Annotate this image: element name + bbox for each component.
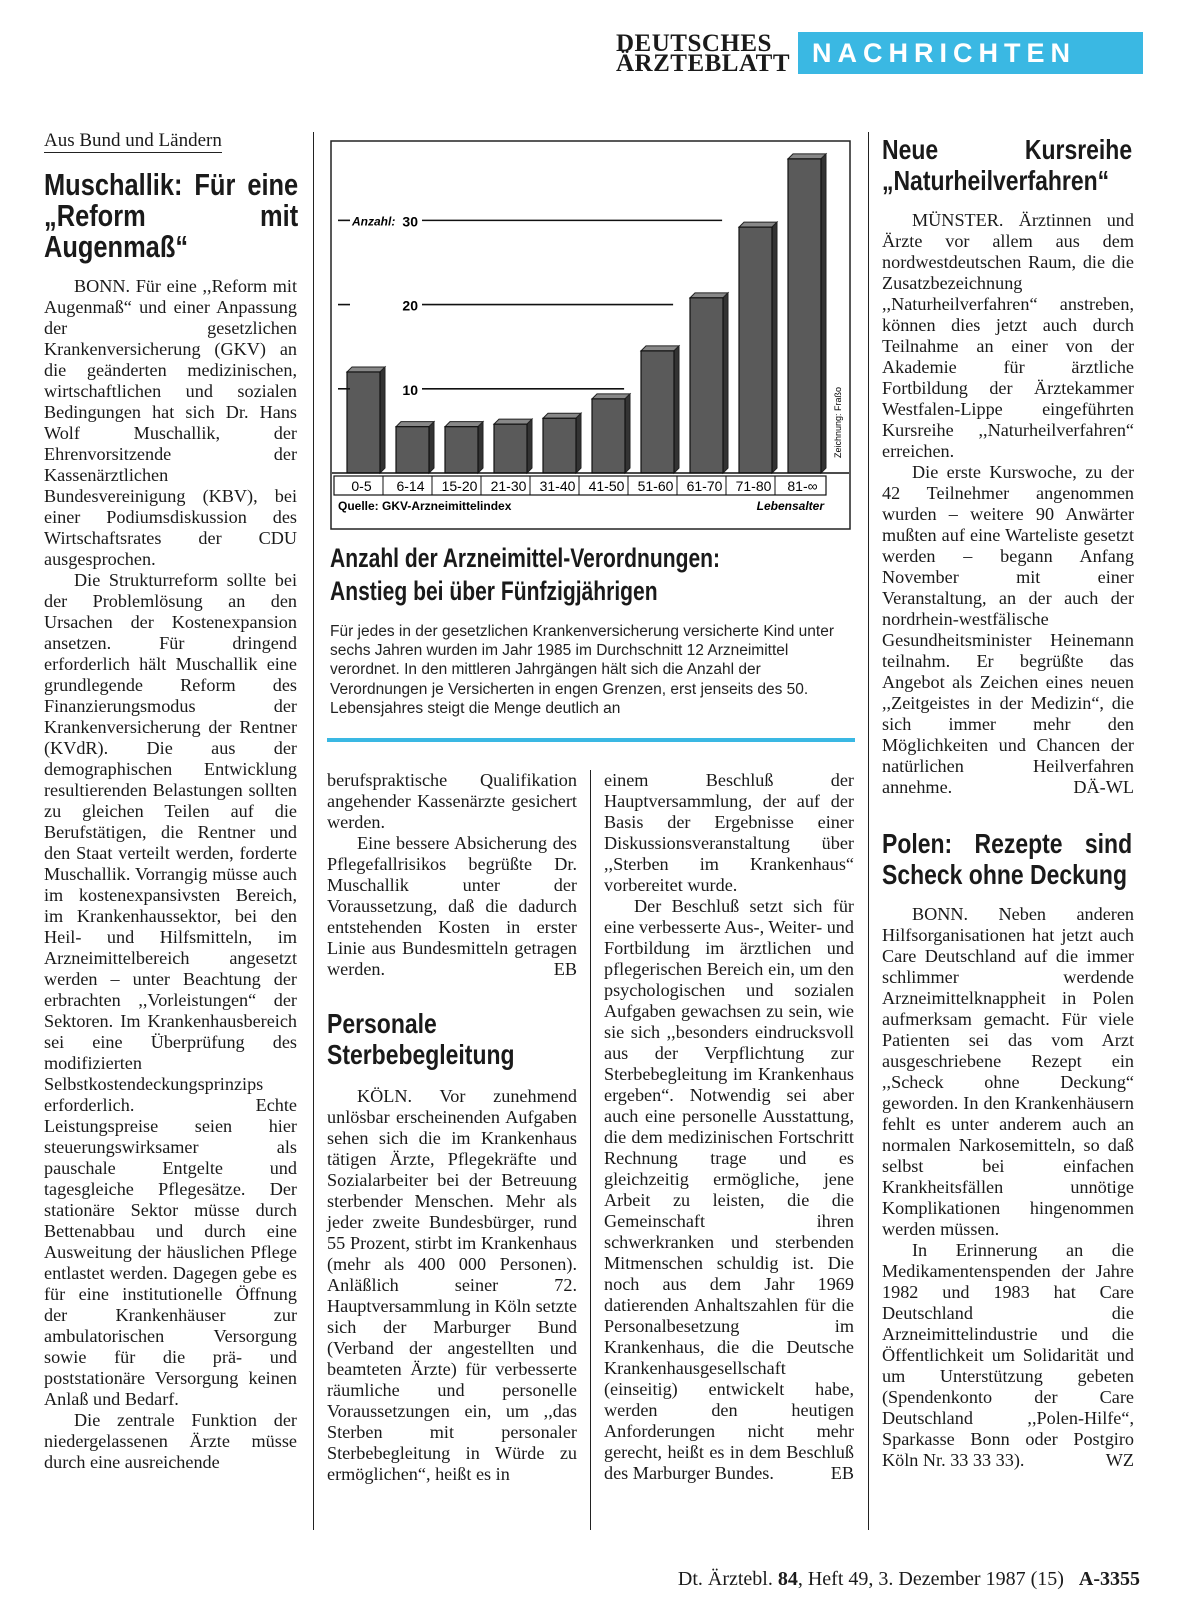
y-tick-label: 20 xyxy=(402,297,418,314)
paragraph xyxy=(882,462,1134,798)
bar xyxy=(396,427,429,473)
masthead-logo xyxy=(616,30,791,77)
bar-side xyxy=(723,293,728,473)
x-axis-label: Lebensalter xyxy=(756,499,824,513)
paragraph xyxy=(882,1240,1134,1471)
bar-side xyxy=(576,413,581,473)
bar-top xyxy=(592,394,630,399)
paragraph: berufspraktische Qualifikation angehender Kassenärzte gesichert werden. xyxy=(327,770,577,832)
x-tick-label: 0-5 xyxy=(351,478,372,494)
author-sign: WZ xyxy=(1105,1450,1134,1470)
x-tick-label: 51-60 xyxy=(637,478,674,494)
bar-side xyxy=(772,222,777,473)
paragraph: Die zentrale Funktion der niedergelassenen Ärzte müsse durch eine ausreichende xyxy=(44,1410,297,1472)
page-footer xyxy=(600,1568,1140,1591)
paragraph: einem Beschluß der Hauptversammlung, der auf der Basis der Ergebnisse einer Diskussionsveranstaltung über ,,Sterben im Krankenhaus“ vorbereitet wurde. xyxy=(604,770,854,895)
bar-top xyxy=(445,422,483,427)
paragraph xyxy=(327,833,577,980)
paragraph-text: Eine bessere Absicherung des Pflegefallrisikos begrüßte Dr. Muschallik unter der Voraussetzung, daß die dadurch entstehenden Kosten in erster Linie aus Bundesmitteln getragen werden. xyxy=(327,833,577,979)
bar-top xyxy=(347,367,385,372)
citation-volume: 84 xyxy=(777,1568,798,1590)
article-naturheilverfahren xyxy=(882,134,1134,1471)
caption-underline xyxy=(327,738,855,742)
chart-caption xyxy=(330,542,855,718)
masthead-line2: ÄRZTEBLATT xyxy=(616,50,791,77)
y-axis-label: Anzahl: xyxy=(352,214,396,229)
bar-side xyxy=(821,154,826,473)
bar-side xyxy=(478,422,483,473)
bar-side xyxy=(429,422,434,473)
caption-text: Für jedes in der gesetzlichen Krankenversicherung versicherte Kind unter sechs Jahren wurden im Jahr 1985 im Durchschnitt 12 Arzneimittel verordnet. In den mittleren Jahrgängen hält sich die Anzahl der Verordnungen je Versicherten in engen Grenzen, erst jenseits des 50. Lebensjahres steigt die Menge deutlich an xyxy=(330,623,835,717)
column-rule xyxy=(590,770,591,1530)
paragraph: MÜNSTER. Ärztinnen und Ärzte vor allem aus dem nordwestdeutschen Raum, die die Zusatzbezeichnung ,,Naturheilverfahren“ anstreben, können dies jetzt auch durch Teilnahme an einer von der Akademie für ärztliche Fortbildung der Ärztekammer Westfalen-Lippe eingeführten Kursreihe ,,Naturheilverfahren“ erreichen. xyxy=(882,210,1134,461)
bar-side xyxy=(527,419,532,473)
x-tick-label: 81-∞ xyxy=(787,478,818,494)
article-sterbebegleitung-cont xyxy=(604,770,854,1484)
y-tick-label: 30 xyxy=(402,213,418,230)
x-tick-label: 41-50 xyxy=(588,478,625,494)
caption-title-line2: Anstieg bei über Fünfzigjährigen xyxy=(330,576,658,606)
headline-sterbebegleitung xyxy=(327,1008,573,1070)
headline-naturheilverfahren xyxy=(882,134,1132,196)
x-tick-label: 61-70 xyxy=(686,478,723,494)
paragraph: KÖLN. Vor zunehmend unlösbar erscheinenden Aufgaben sehen sich die im Krankenhaus tätigen Ärzte, Pflegekräfte und Sozialarbeiter bei der Betreuung sterbender Menschen. Mehr als jeder zweite Bundesbürger, rund 55 Prozent, stirbt im Krankenhaus (mehr als 400 000 Personen). Anläßlich seiner 72. Hauptversammlung in Köln setzte sich der Marburger Bund (Verband der angestellten und beamteten Ärzte) für verbesserte räumliche und personelle Voraussetzungen ein, um ,,das Sterben mit personaler Sterbebegleitung in Würde zu ermöglichen“, heißt es in xyxy=(327,1086,577,1484)
bar-top xyxy=(641,346,679,351)
headline-muschallik xyxy=(44,169,298,262)
author-sign: EB xyxy=(553,959,577,979)
bar xyxy=(494,424,527,473)
paragraph-text: In Erinnerung an die Medikamentenspenden der Jahre 1982 und 1983 hat Care Deutschland die Arzneimittelindustrie und die Öffentlichkeit um Solidarität und um Unterstützung gebeten (Spendenkonto der Care Deutschland ,,Polen-Hilfe“, Sparkasse Bonn oder Postgiro Köln Nr. 33 33 33). xyxy=(882,1240,1134,1470)
chart-credit: Zeichnung: Fraßo xyxy=(833,386,843,458)
headline-text: Muschallik: Für eine „Reform mit Augenmaß“ xyxy=(44,167,299,264)
paragraph-text: Der Beschluß setzt sich für eine verbesserte Aus-, Weiter- und Fortbildung im ärztlichen und pflegerischen Bereich ein, um den psychologischen und sozialen Aufgaben gewachsen zu sein, wie sie sich ,,besonders eindrucksvoll aus der Verpflichtung zur Sterbebegleitung im Krankenhaus ergeben“. Notwendig sei aber auch eine personelle Ausstattung, die dem medizinischen Fortschritt Rechnung trage und es gleichzeitig ermögliche, jene Arbeit zu leisten, die die Gemeinschaft ihren schwerkranken und sterbenden Mitmenschen schuldig ist. Die noch aus dem Jahr 1969 datierenden Anhaltszahlen für die Personalbesetzung im Krankenhaus, die die Deutsche Krankenhausgesellschaft (einseitig) entwickelt habe, werden den heutigen Anforderungen nicht mehr gerecht, heißt es in dem Beschluß des Marburger Bundes. xyxy=(604,896,854,1483)
bar xyxy=(788,159,821,473)
paragraph: BONN. Für eine ,,Reform mit Augenmaß“ und einer Anpassung der gesetzlichen Krankenversicherung (GKV) an die geänderten medizinischen, wirtschaftlichen und sozialen Bedingungen hat sich Dr. Hans Wolf Muschallik, der Ehrenvorsitzende der Kassenärztlichen Bundesvereinigung (KBV), bei einer Podiumsdiskussion des Wirtschaftsrates der CDU ausgesprochen. xyxy=(44,276,297,569)
y-tick-label: 10 xyxy=(402,381,418,398)
bar xyxy=(543,418,576,473)
citation-journal: Dt. Ärztebl. xyxy=(677,1568,773,1590)
chart-source: Quelle: GKV-Arzneimittelindex xyxy=(338,499,512,513)
citation-issue: , Heft 49, 3. Dezember 1987 (15) xyxy=(797,1568,1064,1590)
paragraph xyxy=(604,896,854,1484)
x-tick-label: 15-20 xyxy=(441,478,478,494)
page-number: A-3355 xyxy=(1078,1568,1140,1590)
caption-title-line1: Anzahl der Arzneimittel-Verordnungen: xyxy=(330,543,721,573)
bar-top xyxy=(494,419,532,424)
article-muschallik xyxy=(44,130,297,1473)
headline-polen xyxy=(882,828,1132,890)
paragraph-text: Die erste Kurswoche, zu der 42 Teilnehmer angenommen wurden – weitere 90 Anwärter mußten auf eine Warteliste gesetzt werden – begann Anfang November mit einer Veranstaltung, an der auch der nordrhein-westfälische Gesundheitsminister Heinemann teilnahm. Er begrüßte das Angebot als Zeichen eines neuen ,,Zeitgeistes in der Medizin“, die sich immer mehr den Möglichkeiten und Chancen der natürlichen Heilverfahren annehme. xyxy=(882,462,1134,797)
author-sign: DÄ-WL xyxy=(1073,777,1134,797)
bar-chart xyxy=(330,140,852,532)
bar-top xyxy=(690,293,728,298)
section-banner: NACHRICHTEN xyxy=(798,32,1143,74)
bar xyxy=(739,227,772,473)
article-sterbebegleitung xyxy=(327,770,577,1485)
masthead-line1: DEUTSCHES xyxy=(616,30,772,57)
bar-top xyxy=(788,154,826,159)
column-rule xyxy=(868,132,869,1530)
bar xyxy=(445,427,478,473)
headline-text: Neue Kursreihe „Naturheilverfahren“ xyxy=(882,134,1133,196)
bar-top xyxy=(543,413,581,418)
column-rule xyxy=(313,132,314,1530)
bar-top xyxy=(739,222,777,227)
bar-top xyxy=(396,422,434,427)
bar xyxy=(347,372,380,473)
bar xyxy=(641,351,674,473)
bar xyxy=(690,298,723,473)
bar xyxy=(592,399,625,473)
x-tick-label: 6-14 xyxy=(396,478,425,494)
headline-text: Polen: Rezepte sind Scheck ohne Deckung xyxy=(882,828,1133,890)
paragraph: Die Strukturreform sollte bei der Problemlösung an den Ursachen der Kostenexpansion ansetzen. Für dringend erforderlich hält Muschallik eine grundlegende Reform des Finanzierungsmodus der Krankenversicherung der Rentner (KVdR). Die aus der demographischen Entwicklung resultierenden Belastungen sollten zu gleichen Teilen auf die Berufstätigen, die Rentner und den Staat verteilt werden, forderte Muschallik. Vorrangig müsse auch im kostenexpansivsten Bereich, im Krankenhaussektor, bei den Heil- und Hilfsmitteln, im Arzneimittelbereich angesetzt werden – unter Beachtung der erbrachten ,,Vorleistungen“ der Sektoren. Im Krankenhausbereich sei eine Überprüfung des modifizierten Selbstkostendeckungsprinzips erforderlich. Echte Leistungspreise seien hier steuerungswirksamer als pauschale Entgelte und tagesgleiche Pflegesätze. Der stationäre Sektor müsse durch Bettenabbau und durch eine Ausweitung der häuslichen Pflege entlastet werden. Dagegen gebe es für eine institutionelle Öffnung der Krankenhäuser zur ambulatorischen Versorgung sowie für die prä- und poststationäre Versorgung keinen Anlaß und Bedarf. xyxy=(44,570,297,1409)
section-kicker: Aus Bund und Ländern xyxy=(44,130,222,151)
bar-side xyxy=(380,367,385,473)
x-tick-label: 71-80 xyxy=(735,478,772,494)
x-tick-label: 31-40 xyxy=(539,478,576,494)
bar-side xyxy=(674,346,679,473)
author-sign: EB xyxy=(830,1463,854,1483)
bar-side xyxy=(625,394,630,473)
headline-text: Personale Sterbebegleitung xyxy=(327,1008,515,1070)
paragraph: BONN. Neben anderen Hilfsorganisationen hat jetzt auch Care Deutschland auf die immer schlimmer werdende Arzneimittelknappheit in Polen aufmerksam gemacht. Für viele Patienten sei das vom Arzt ausgeschriebene Rezept ein ,,Scheck ohne Deckung“ geworden. In den Krankenhäusern fehlt es unter anderem auch an normalen Narkosemitteln, so daß selbst bei einfachen Krankheitsfällen unnötige Komplikationen hingenommen werden müssen. xyxy=(882,904,1134,1239)
x-tick-label: 21-30 xyxy=(490,478,527,494)
